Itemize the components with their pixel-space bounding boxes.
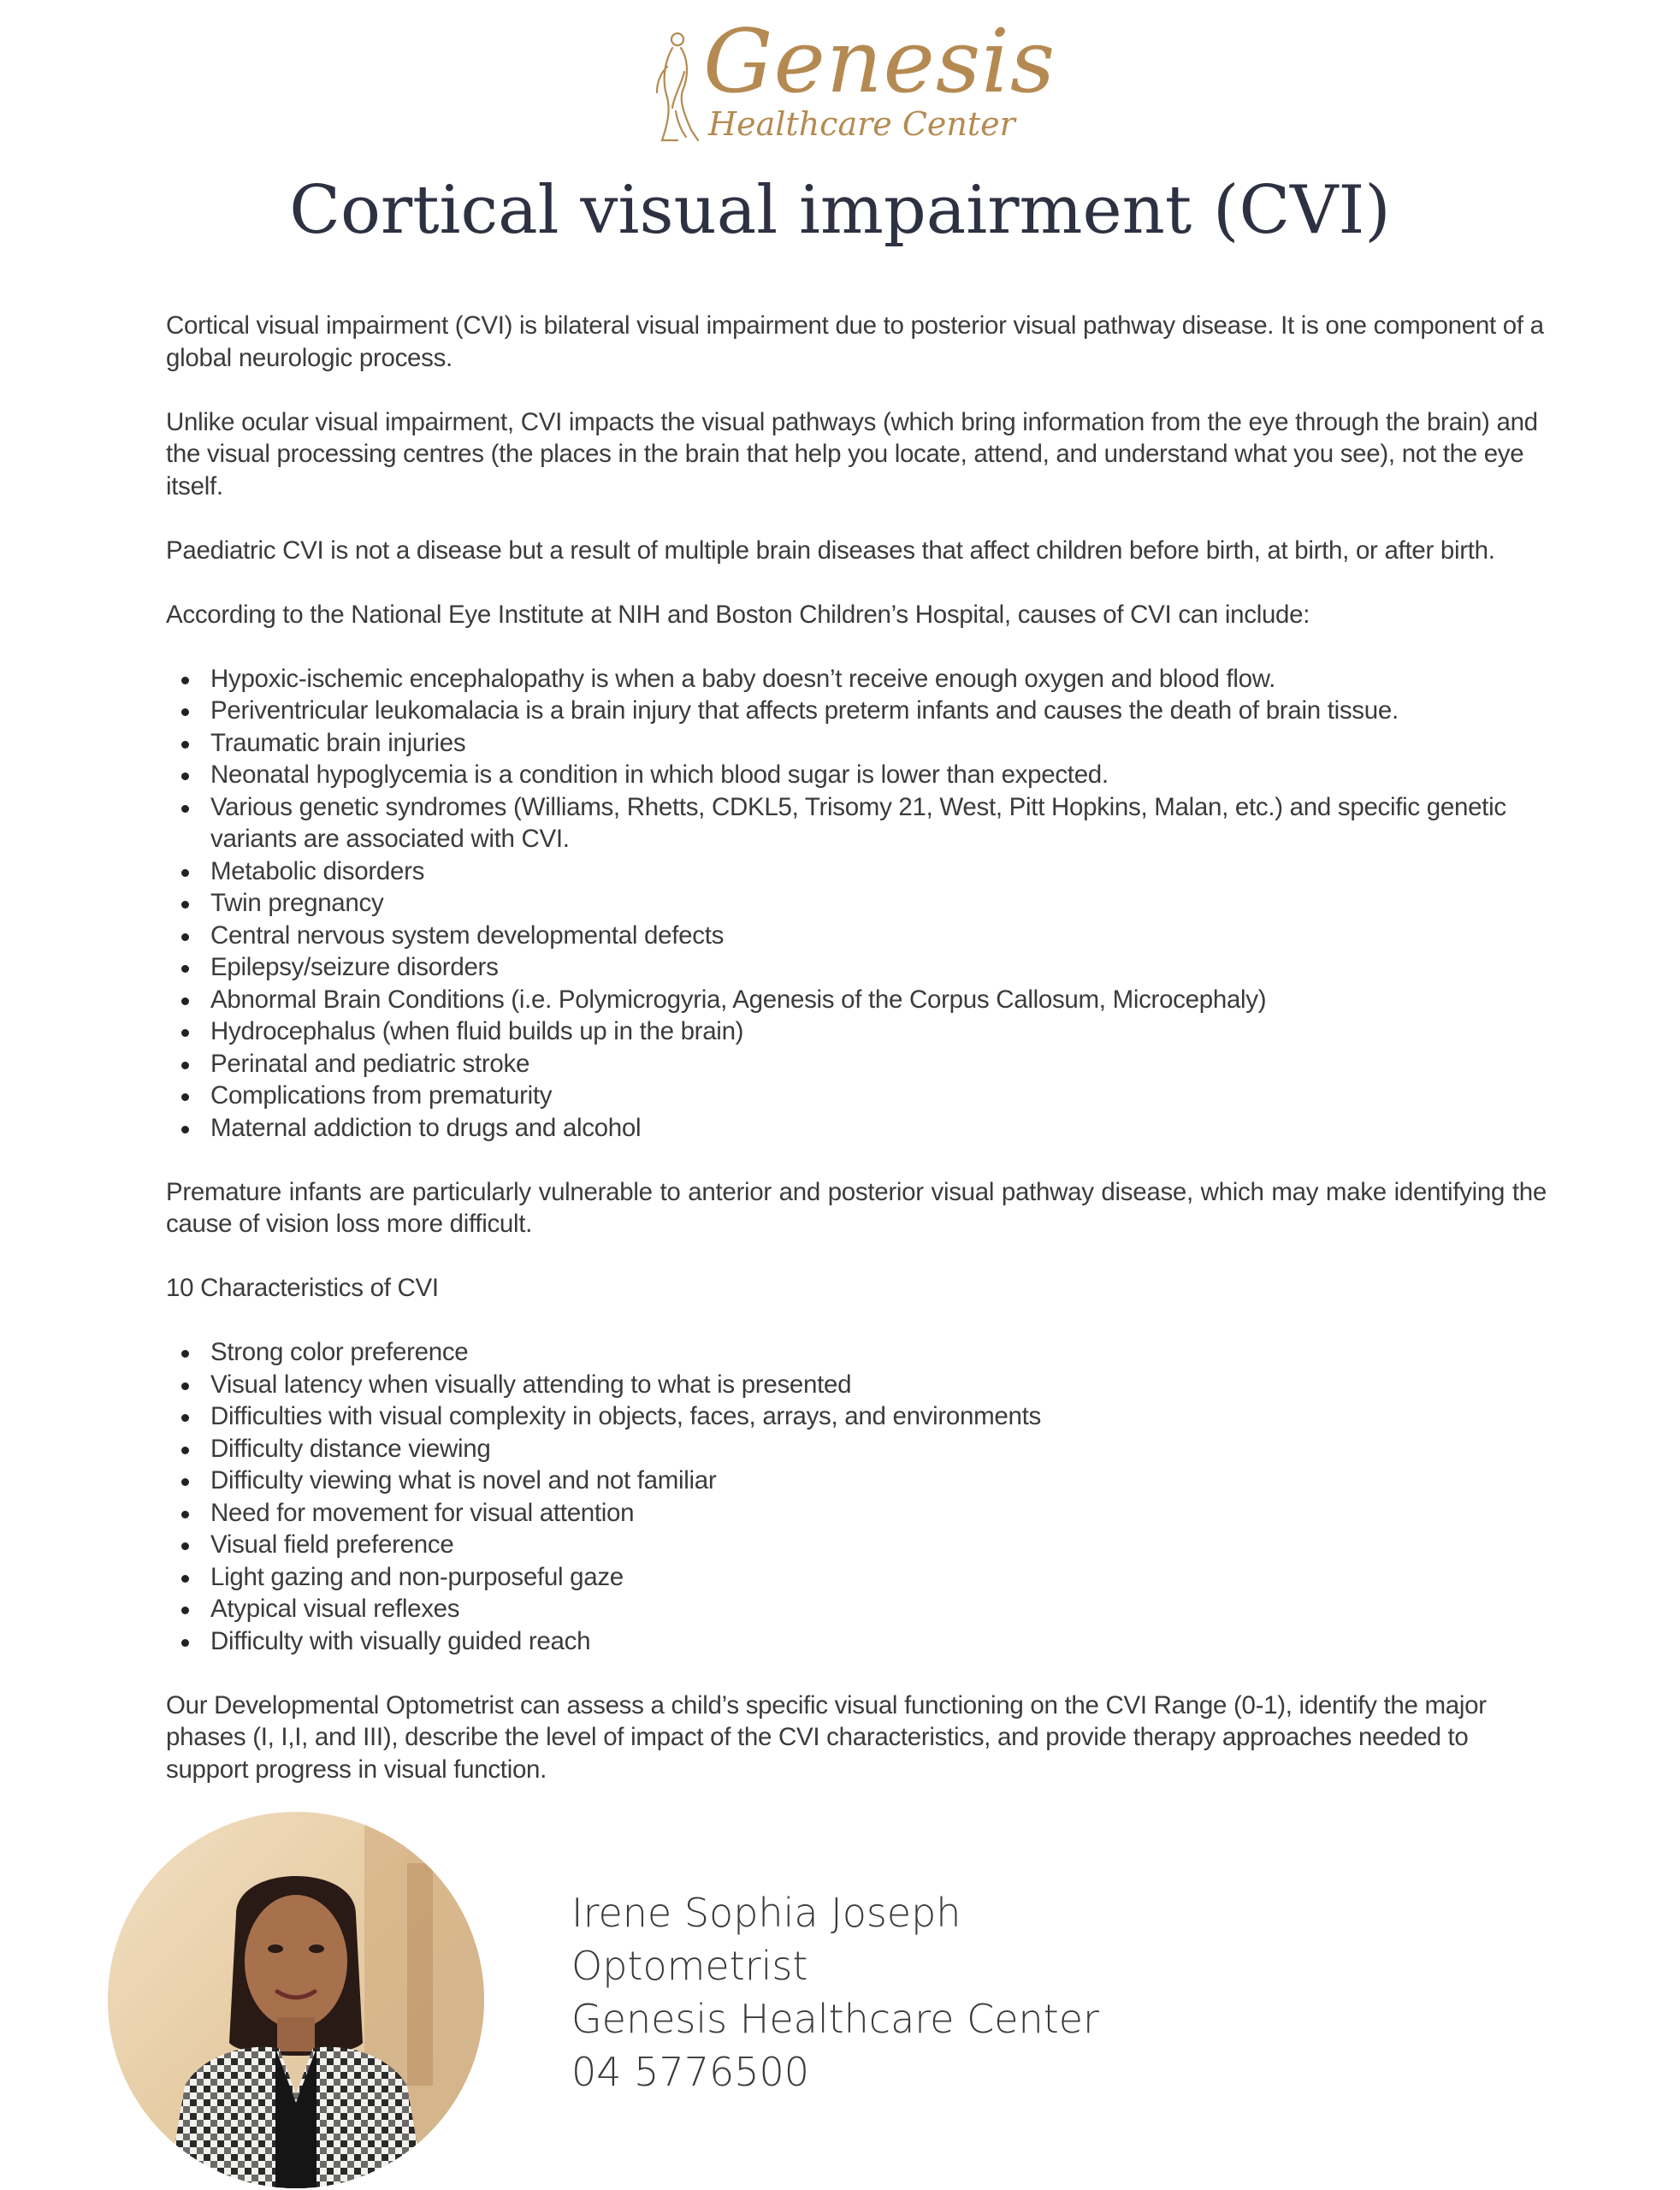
- contact-organization: Genesis Healthcare Center: [571, 1996, 1099, 2042]
- list-item: Visual latency when visually attending to what is presented: [210, 1369, 1547, 1401]
- list-item: Atypical visual reflexes: [210, 1593, 1547, 1625]
- list-item: Central nervous system developmental defects: [210, 920, 1547, 952]
- intro-paragraph-1: Cortical visual impairment (CVI) is bilateral visual impairment due to posterior visual pathway disease. It is one component of a global neurologic process.: [166, 311, 1544, 372]
- article-body: [166, 310, 1547, 1818]
- list-item: Difficulties with visual complexity in objects, faces, arrays, and environments: [210, 1400, 1547, 1433]
- list-item: Neonatal hypoglycemia is a condition in which blood sugar is lower than expected.: [210, 759, 1547, 791]
- intro-paragraph-2: Unlike ocular visual impairment, CVI impacts the visual pathways (which bring information from the eye through the brain) and the visual processing centres (the places in the brain that help you locate, attend, and understand what you see), not the eye itself.: [166, 407, 1538, 500]
- list-item: Maternal addiction to drugs and alcohol: [210, 1112, 1547, 1145]
- contact-role: Optometrist: [571, 1943, 808, 1989]
- list-item: Visual field preference: [210, 1529, 1547, 1561]
- list-item: Periventricular leukomalacia is a brain injury that affects preterm infants and causes the death of brain tissue.: [210, 695, 1547, 727]
- causes-intro: According to the National Eye Institute at NIH and Boston Children’s Hospital, causes of CVI can include:: [166, 600, 1310, 629]
- causes-list: [166, 663, 1547, 1145]
- contact-name: Irene Sophia Joseph: [571, 1890, 961, 1936]
- list-item: Epilepsy/seizure disorders: [210, 951, 1547, 984]
- list-item: Difficulty distance viewing: [210, 1433, 1547, 1465]
- list-item: Hydrocephalus (when fluid builds up in the brain): [210, 1015, 1547, 1048]
- premature-paragraph: Premature infants are particularly vulnerable to anterior and posterior visual pathway disease, which may make identifying the cause of vision loss more difficult.: [166, 1177, 1547, 1238]
- logo-wordmark: Genesis: [703, 11, 1056, 113]
- logo-subtitle: Healthcare Center: [708, 105, 1015, 143]
- list-item: Difficulty with visually guided reach: [210, 1625, 1547, 1658]
- closing-paragraph: Our Developmental Optometrist can assess a child’s specific visual functioning on the CVI Range (0-1), identify the major phases (I, I,I, and III), describe the level of impact of the CVI characteristics, and provide therapy approaches needed to support progress in visual function.: [166, 1690, 1487, 1784]
- list-item: Difficulty viewing what is novel and not familiar: [210, 1465, 1547, 1497]
- list-item: Light gazing and non-purposeful gaze: [210, 1561, 1547, 1594]
- list-item: Metabolic disorders: [210, 855, 1547, 888]
- list-item: Twin pregnancy: [210, 887, 1547, 920]
- genesis-logo: [652, 11, 1056, 152]
- page-title: Cortical visual impairment (CVI): [289, 172, 1391, 249]
- optometrist-photo: [108, 1812, 484, 2188]
- contact-phone[interactable]: 04 5776500: [571, 2049, 810, 2095]
- intro-paragraph-3: Paediatric CVI is not a disease but a result of multiple brain diseases that affect children before birth, at birth, or after birth.: [166, 536, 1495, 565]
- list-item: Abnormal Brain Conditions (i.e. Polymicrogyria, Agenesis of the Corpus Callosum, Microcephaly): [210, 984, 1547, 1016]
- list-item: Traumatic brain injuries: [210, 727, 1547, 760]
- characteristics-list: [166, 1336, 1547, 1657]
- characteristics-heading: 10 Characteristics of CVI: [166, 1274, 439, 1302]
- list-item: Various genetic syndromes (Williams, Rhetts, CDKL5, Trisomy 21, West, Pitt Hopkins, Malan, etc.) and specific genetic variants are associated with CVI.: [210, 791, 1547, 855]
- logo-figures-icon: [652, 29, 701, 147]
- list-item: Strong color preference: [210, 1336, 1547, 1369]
- list-item: Complications from prematurity: [210, 1080, 1547, 1112]
- list-item: Hypoxic-ischemic encephalopathy is when a baby doesn’t receive enough oxygen and blood flow.: [210, 663, 1547, 695]
- list-item: Perinatal and pediatric stroke: [210, 1048, 1547, 1080]
- contact-card: [571, 1886, 1099, 2098]
- list-item: Need for movement for visual attention: [210, 1497, 1547, 1530]
